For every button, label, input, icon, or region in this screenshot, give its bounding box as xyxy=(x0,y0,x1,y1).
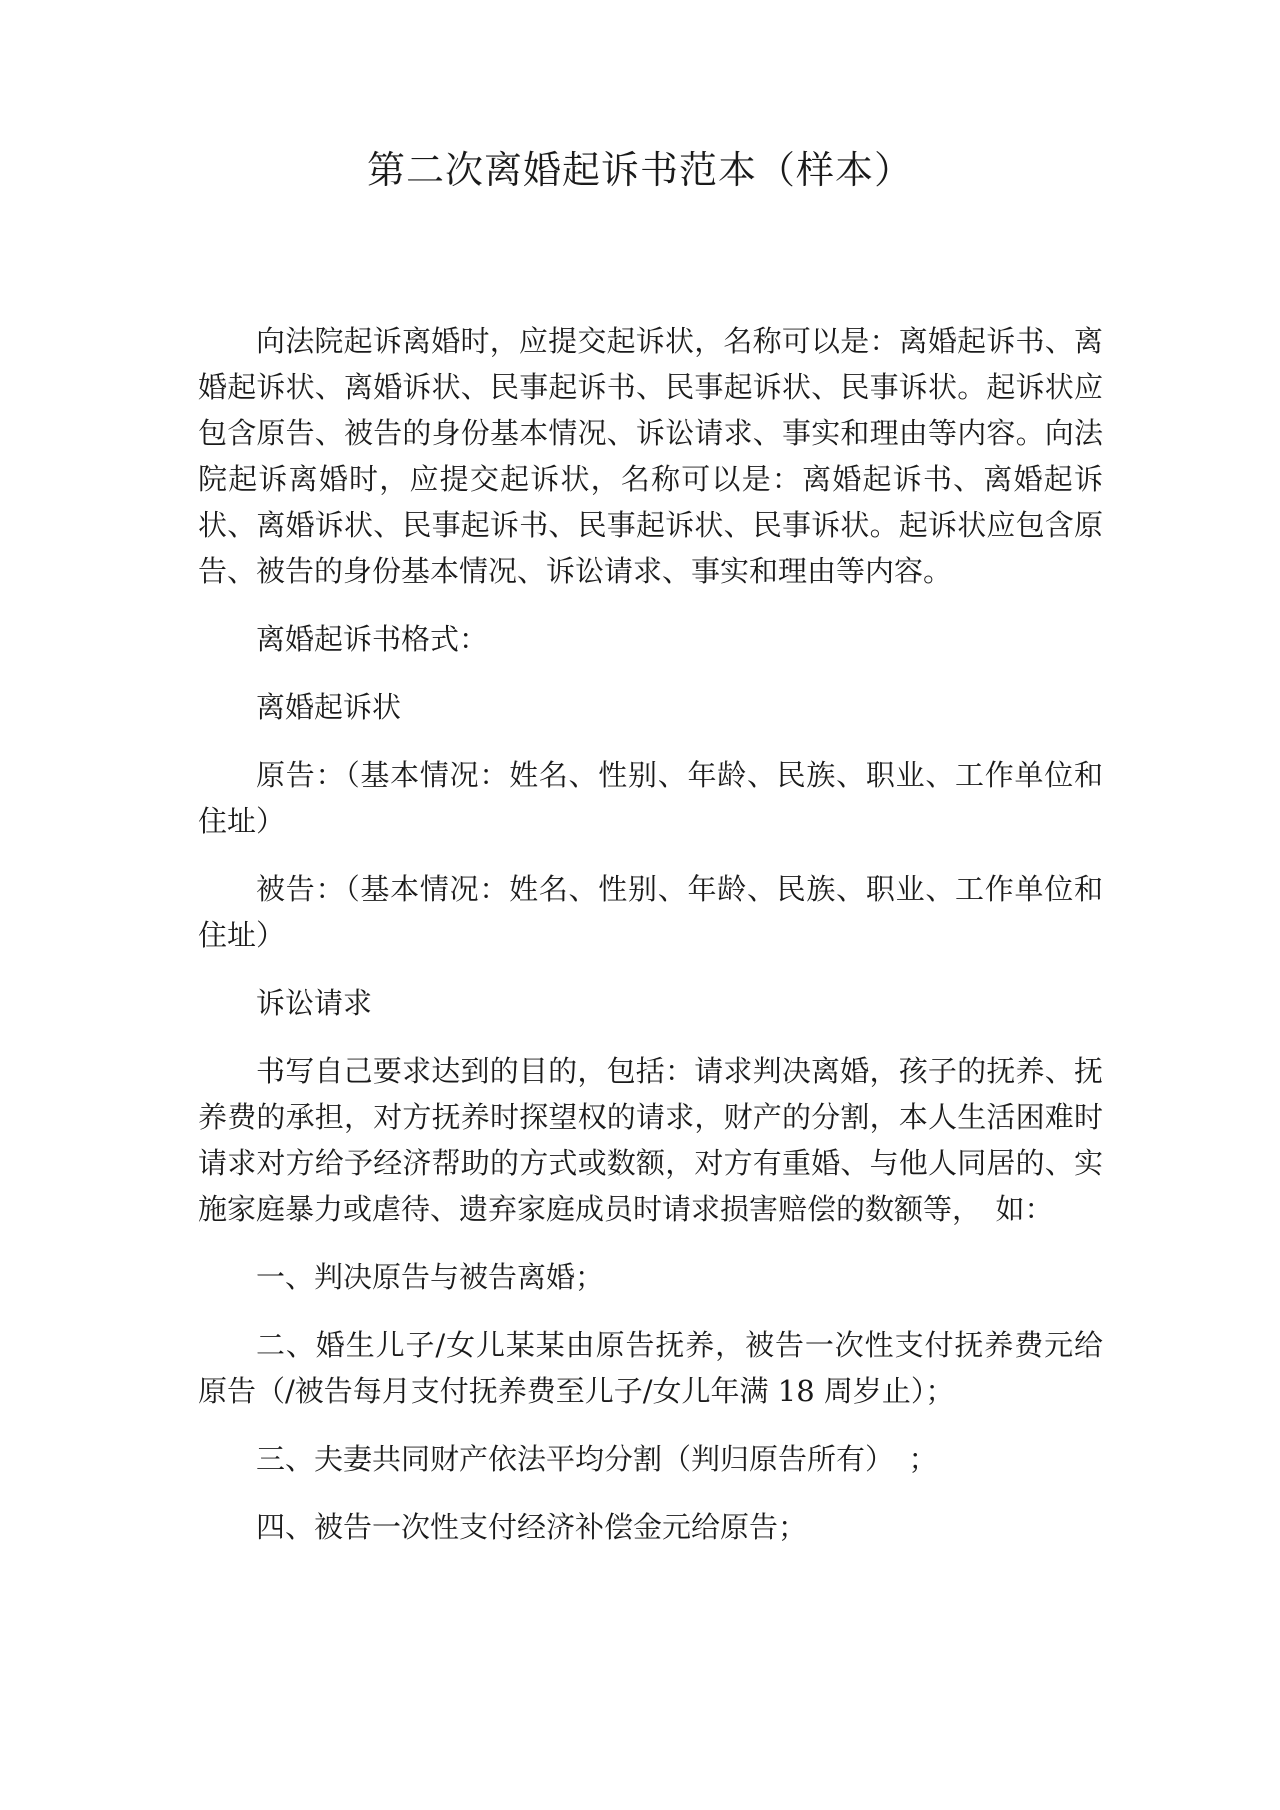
claim-item-2: 二、婚生儿子/女儿某某由原告抚养，被告一次性支付抚养费元给原告（/被告每月支付抚养费至儿子/女儿年满 18 周岁止）； xyxy=(198,1328,1103,1408)
claim-item-4: 四、被告一次性支付经济补偿金元给原告； xyxy=(256,1510,808,1544)
intro-paragraph: 向法院起诉离婚时，应提交起诉状，名称可以是：离婚起诉书、离婚起诉状、离婚诉状、民事起诉书、民事起诉状、民事诉状。起诉状应包含原告、被告的身份基本情况、诉讼请求、事实和理由等内容。向法院起诉离婚时，应提交起诉状，名称可以是：离婚起诉书、离婚起诉状、离婚诉状、民事起诉书、民事起诉状、民事诉状。起诉状应包含原告、被告的身份基本情况、诉讼请求、事实和理由等内容。 xyxy=(198,324,1103,588)
claims-heading: 诉讼请求 xyxy=(256,986,373,1020)
defendant-info: 被告：（基本情况：姓名、性别、年龄、民族、职业、工作单位和住址） xyxy=(198,872,1103,952)
claim-item-3: 三、夫妻共同财产依法平均分割（判归原告所有） ； xyxy=(256,1442,938,1476)
document-title: 第二次离婚起诉书范本（样本） xyxy=(366,148,913,192)
plaintiff-info: 原告：（基本情况：姓名、性别、年龄、民族、职业、工作单位和住址） xyxy=(198,758,1103,838)
format-heading: 离婚起诉书格式： xyxy=(256,622,489,656)
claim-item-1: 一、判决原告与被告离婚； xyxy=(256,1260,605,1294)
claims-description: 书写自己要求达到的目的，包括：请求判决离婚，孩子的抚养、抚养费的承担，对方抚养时探望权的请求，财产的分割，本人生活困难时请求对方给予经济帮助的方式或数额，对方有重婚、与他人同居的、实施家庭暴力或虐待、遗弃家庭成员时请求损害赔偿的数额等， 如： xyxy=(198,1054,1103,1226)
document-body xyxy=(198,318,1103,1572)
complaint-heading: 离婚起诉状 xyxy=(256,690,402,724)
